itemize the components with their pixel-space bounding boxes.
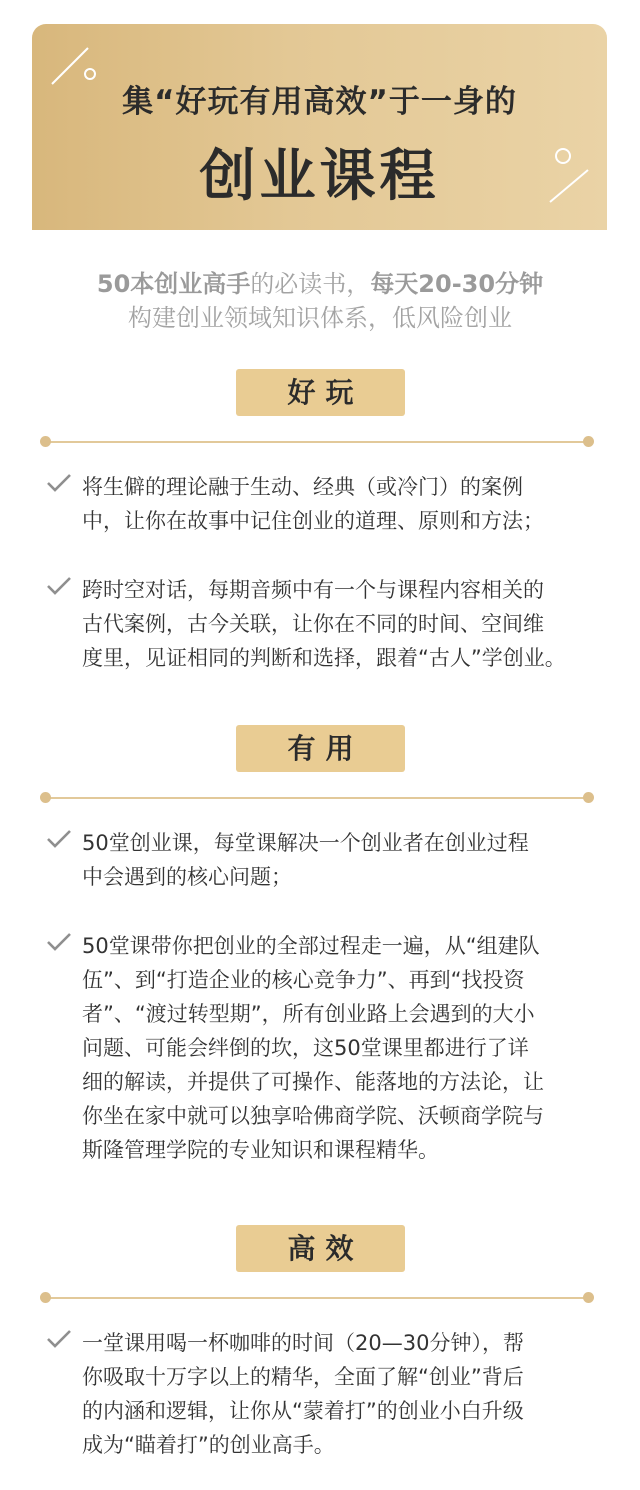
check-icon [46,1328,72,1350]
item-text-line: 斯隆管理学院的专业知识和课程精华。 [82,1138,439,1162]
item-text-line: 50堂课带你把创业的全部过程走一遍，从“组建队 [82,934,540,958]
item-text-line: 度里，见证相同的判断和选择，跟着“古人”学创业。 [82,646,566,670]
header-subtitle: 集“好玩有用高效”于一身的 [122,84,517,120]
line-circle-decoration-icon [544,146,596,206]
header-title: 创业课程 [199,144,440,209]
item-text-line: 古代案例，古今关联，让你在不同的时间、空间维 [82,612,544,636]
item-text-line: 的内涵和逻辑，让你从“蒙着打”的创业小白升级 [82,1399,524,1423]
header-banner [32,24,607,230]
check-icon [46,575,72,597]
item-text-line: 中，让你在故事中记住创业的道理、原则和方法； [82,509,544,533]
intro-highlight-books: 50本创业高手 [96,270,251,298]
intro-line-2: 构建创业领域知识体系，低风险创业 [128,304,512,332]
intro-line-1 [0,264,640,299]
intro-text: 的必读书， [250,270,371,298]
check-icon [46,931,72,953]
section-divider [40,1292,594,1304]
item-text-line: 50堂创业课，每堂课解决一个创业者在创业过程 [82,831,529,855]
item-text-line: 中会遇到的核心问题； [82,865,292,889]
item-text-line: 将生僻的理论融于生动、经典（或冷门）的案例 [82,475,523,499]
check-icon [46,472,72,494]
section-title-useful: 有用 [236,725,405,772]
section-title-efficient: 高效 [236,1225,405,1272]
item-text-line: 者”、“渡过转型期”，所有创业路上会遇到的大小 [82,1002,535,1026]
item-text-line: 你坐在家中就可以独享哈佛商学院、沃顿商学院与 [82,1104,544,1128]
item-text-line: 跨时空对话，每期音频中有一个与课程内容相关的 [82,578,544,602]
item-text-line: 你吸取十万字以上的精华，全面了解“创业”背后 [82,1365,524,1389]
section-divider [40,792,594,804]
item-text-line: 细的解读，并提供了可操作、能落地的方法论，让 [82,1070,544,1094]
intro-highlight-time: 每天20-30分钟 [370,270,544,298]
item-text-line: 问题、可能会绊倒的坎，这50堂课里都进行了详 [82,1036,529,1060]
check-icon [46,828,72,850]
section-divider [40,436,594,448]
item-text-line: 成为“瞄着打”的创业高手。 [82,1433,335,1457]
section-title-fun: 好玩 [236,369,405,416]
item-text-line: 伍”、到“打造企业的核心竞争力”、再到“找投资 [82,968,525,992]
item-text-line: 一堂课用喝一杯咖啡的时间（20—30分钟），帮 [82,1331,524,1355]
